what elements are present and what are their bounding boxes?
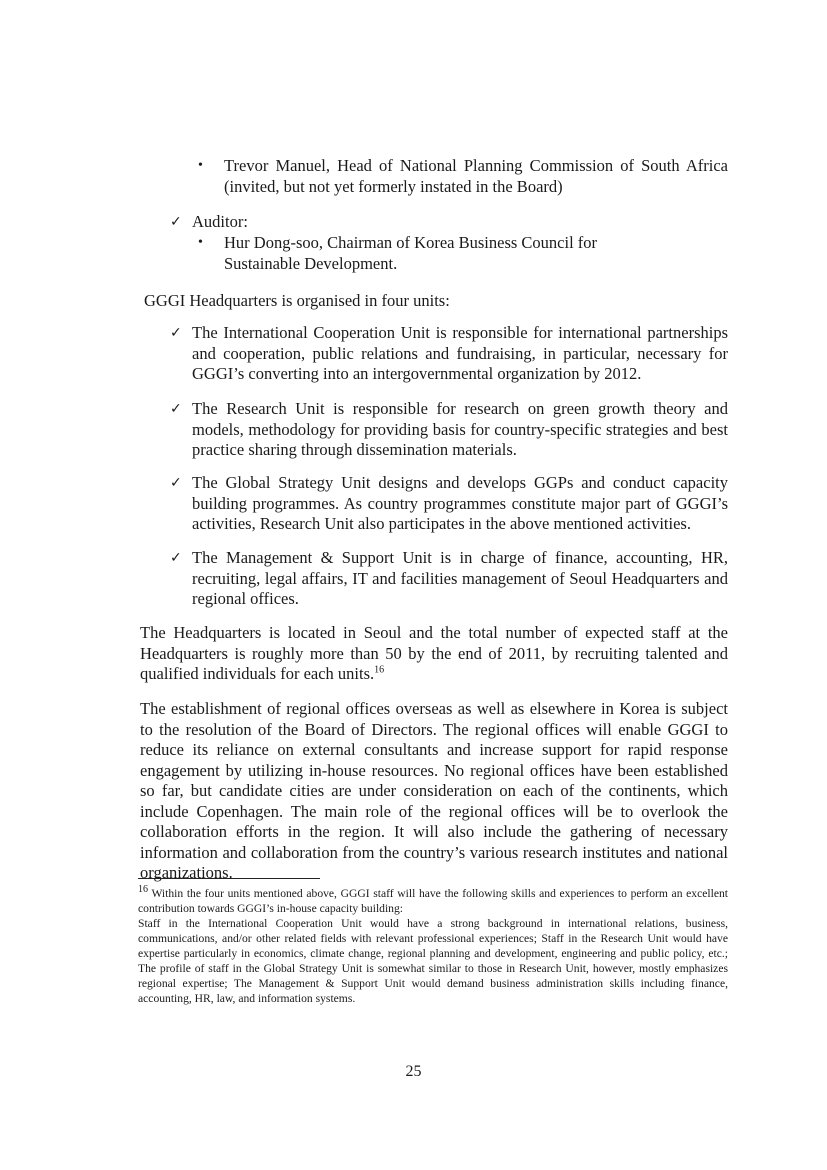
footnote-reference: 16 [374,664,385,676]
board-member-text: Trevor Manuel, Head of National Planning Commission of South Africa (invited, but not yet formerly instated in the Board) [224,156,728,196]
unit-item-research [170,399,728,461]
checkmark-icon: ✓ [170,325,182,341]
headquarters-paragraph [140,623,728,685]
checkmark-icon: ✓ [170,475,182,491]
unit-item-management-support [170,548,728,610]
unit-text: The Global Strategy Unit designs and develops GGPs and conduct capacity building programmes. As country programmes constitute major part of GGGI’s activities, Research Unit also participates in the above mentioned activities. [192,473,728,533]
bullet-dot-icon: • [198,235,203,250]
headquarters-text: The Headquarters is located in Seoul and the total number of expected staff at the Headquarters is roughly more than 50 by the end of 2011, by recruiting talented and qualified individuals for each units. [140,623,728,683]
footnote [138,886,728,1006]
bullet-dot-icon: • [198,158,203,173]
units-intro: GGGI Headquarters is organised in four units: [144,291,450,310]
checkmark-icon: ✓ [170,401,182,417]
regional-offices-paragraph: The establishment of regional offices overseas as well as elsewhere in Korea is subject to the resolution of the Board of Directors. The regional offices will enable GGGI to reduce its reliance on external consultants and increase support for rapid response engagement by utilizing in-house resources. No regional offices have been established so far, but candidate cities are under consideration on each of the continents, which include Copenhagen. The main role of the regional offices will be to overlook the collaboration efforts in the region. It will also include the gathering of necessary information and collaboration from the country’s various research institutes and national organizations. [140,699,728,882]
auditor-label: Auditor: [192,212,248,231]
checkmark-icon: ✓ [170,214,182,230]
unit-text: The International Cooperation Unit is responsible for international partnerships and cooperation, public relations and fundraising, in particular, necessary for GGGI’s converting into an intergovernmental organization by 2012. [192,323,728,383]
auditor-member-text: Hur Dong-soo, Chairman of Korea Business Council for Sustainable Development. [224,233,598,273]
unit-item-international [170,323,728,385]
unit-item-global-strategy [170,473,728,535]
checkmark-icon: ✓ [170,550,182,566]
footnote-number: 16 [138,884,148,896]
unit-text: The Research Unit is responsible for research on green growth theory and models, methodology for providing basis for country-specific strategies and best practice sharing through dissemination materials. [192,399,728,459]
page-number: 25 [405,1063,422,1080]
footnote-intro [138,886,728,916]
footnote-divider [138,878,320,879]
unit-text: The Management & Support Unit is in charge of finance, accounting, HR, recruiting, legal affairs, IT and facilities management of Seoul Headquarters and regional offices. [192,548,728,608]
footnote-line1: Within the four units mentioned above, GGGI staff will have the following skills and experiences to perform an excellent contribution towards GGGI’s in-house capacity building: [138,887,728,915]
footnote-details: Staff in the International Cooperation Unit would have a strong background in international relations, business, communications, and/or other related fields with relevant professional experiences; Staff in the Research Unit would have expertise particularly in economics, climate change, regional planning and development, engineering and public policy, etc.; The profile of staff in the Global Strategy Unit is somewhat similar to those in Research Unit, however, mostly emphasizes regional expertise; The Management & Support Unit would demand business administration skills including finance, accounting, HR, law, and information systems. [138,917,728,1005]
